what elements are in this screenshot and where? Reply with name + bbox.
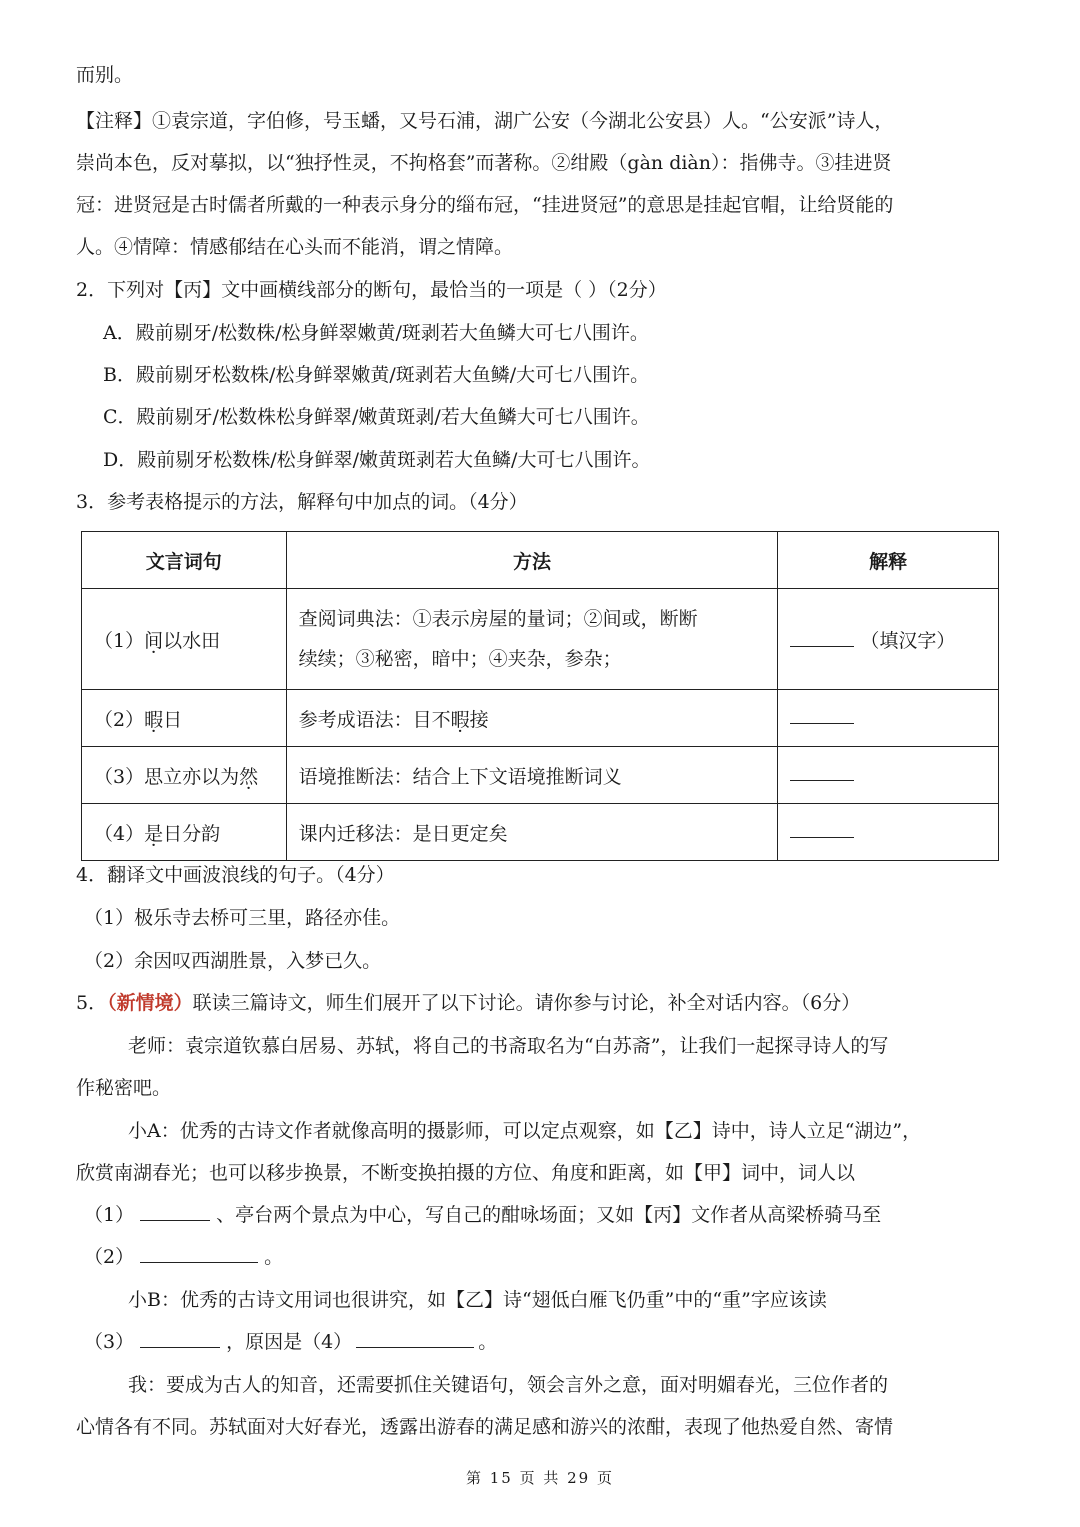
text-fragment: 而别。 <box>76 64 134 86</box>
header-phrase: 文言词句 <box>82 532 287 589</box>
header-explain: 解释 <box>778 532 999 589</box>
header-method: 方法 <box>286 532 778 589</box>
dotted-word: 暇 <box>144 708 164 731</box>
page-footer: 第 15 页 共 29 页 <box>465 1469 614 1487</box>
dotted-word: 是 <box>144 822 164 845</box>
dialogue-line: 心情各有不同。苏轼面对大好春光，透露出游春的满足感和游兴的浓酣，表现了他热爱自然、寄情 <box>76 1416 894 1438</box>
answer-blank-1[interactable] <box>140 1202 210 1221</box>
option-d: D．殿前剔牙松数株/松身鲜翠/嫩黄斑剥若大鱼鳞/大可七八围许。 <box>103 449 651 471</box>
dotted-word: 然 <box>239 765 259 788</box>
phrase-cell: （2）暇日 <box>82 690 287 747</box>
answer-blank-3[interactable] <box>140 1329 220 1348</box>
question-4-stem: 4．翻译文中画波浪线的句子。（4分） <box>76 864 395 886</box>
option-b: B．殿前剔牙松数株/松身鲜翠嫩黄/斑剥若大鱼鳞/大可七八围许。 <box>103 364 650 386</box>
new-context-tag: （新情境） <box>107 992 193 1014</box>
method-table <box>81 531 999 861</box>
question-5-stem: 5．（新情境）联读三篇诗文，师生们展开了以下讨论。请你参与讨论，补全对话内容。（6分） <box>76 992 861 1014</box>
answer-cell[interactable]: （填汉字） <box>778 589 999 690</box>
question-2-stem: 2．下列对【丙】文中画横线部分的断句，最恰当的一项是（ ）（2分） <box>76 279 667 301</box>
dialogue-line: （3） ，原因是（4） 。 <box>84 1331 498 1353</box>
phrase-cell: （1）间以水田 <box>82 589 287 690</box>
option-a: A．殿前剔牙/松数株/松身鲜翠嫩黄/斑剥若大鱼鳞大可七八围许。 <box>103 322 649 344</box>
option-c: C．殿前剔牙/松数株松身鲜翠/嫩黄斑剥/若大鱼鳞大可七八围许。 <box>103 406 650 428</box>
notes-line: 人。④情障：情感郁结在心头而不能消，谓之情障。 <box>76 236 514 258</box>
dialogue-line: 作秘密吧。 <box>76 1077 172 1099</box>
dialogue-line: 我：要成为古人的知音，还需要抓住关键语句，领会言外之意，面对明媚春光，三位作者的 <box>128 1374 889 1396</box>
dotted-word: 间 <box>144 629 164 652</box>
dialogue-line: 小A：优秀的古诗文作者就像高明的摄影师，可以定点观察，如【乙】诗中，诗人立足“湖边”， <box>128 1120 922 1142</box>
notes-line: 【注释】①袁宗道，字伯修，号玉蟠，又号石浦，湖广公安（今湖北公安县）人。“公安派”诗人， <box>76 110 894 132</box>
translation-item: （1）极乐寺去桥可三里，路径亦佳。 <box>84 907 401 929</box>
method-cell: 查阅词典法：①表示房屋的量词；②间或，断断 续续；③秘密，暗中；④夹杂，参杂； <box>286 589 778 690</box>
answer-blank-2[interactable] <box>140 1244 258 1263</box>
table-row <box>82 747 999 804</box>
notes-line: 崇尚本色，反对摹拟，以“独抒性灵，不拘格套”而著称。②绀殿（gàn diàn）：指佛寺。③挂进贤 <box>76 152 892 174</box>
table-row <box>82 804 999 861</box>
method-cell: 语境推断法：结合上下文语境推断词义 <box>286 747 778 804</box>
phrase-cell: （4）是日分韵 <box>82 804 287 861</box>
phrase-cell: （3）思立亦以为然 <box>82 747 287 804</box>
dialogue-line: （2） 。 <box>84 1246 284 1268</box>
answer-cell[interactable] <box>778 747 999 804</box>
dialogue-line: （1） 、亭台两个景点为中心，写自己的酣咏场面；又如【丙】文作者从高梁桥骑马至 <box>84 1204 882 1226</box>
dialogue-line: 欣赏南湖春光；也可以移步换景，不断变换拍摄的方位、角度和距离，如【甲】词中，词人以 <box>76 1162 856 1184</box>
question-3-stem: 3．参考表格提示的方法，解释句中加点的词。（4分） <box>76 491 528 513</box>
dialogue-line: 小B：优秀的古诗文用词也很讲究，如【乙】诗“翅低白雁飞仍重”中的“重”字应该读 <box>128 1289 827 1311</box>
answer-cell[interactable] <box>778 804 999 861</box>
answer-cell[interactable] <box>778 690 999 747</box>
method-cell: 参考成语法：目不暇接 <box>286 690 778 747</box>
dialogue-line: 老师：袁宗道钦慕白居易、苏轼，将自己的书斋取名为“白苏斋”，让我们一起探寻诗人的写 <box>128 1035 889 1057</box>
table-row <box>82 589 999 690</box>
answer-blank-4[interactable] <box>356 1329 474 1348</box>
method-cell: 课内迁移法：是日更定矣 <box>286 804 778 861</box>
table-row <box>82 690 999 747</box>
table-header-row <box>82 532 999 589</box>
translation-item: （2）余因叹西湖胜景，入梦已久。 <box>84 950 382 972</box>
notes-line: 冠：进贤冠是古时儒者所戴的一种表示身分的缁布冠，“挂进贤冠”的意思是挂起官帽，让给贤能的 <box>76 194 894 216</box>
